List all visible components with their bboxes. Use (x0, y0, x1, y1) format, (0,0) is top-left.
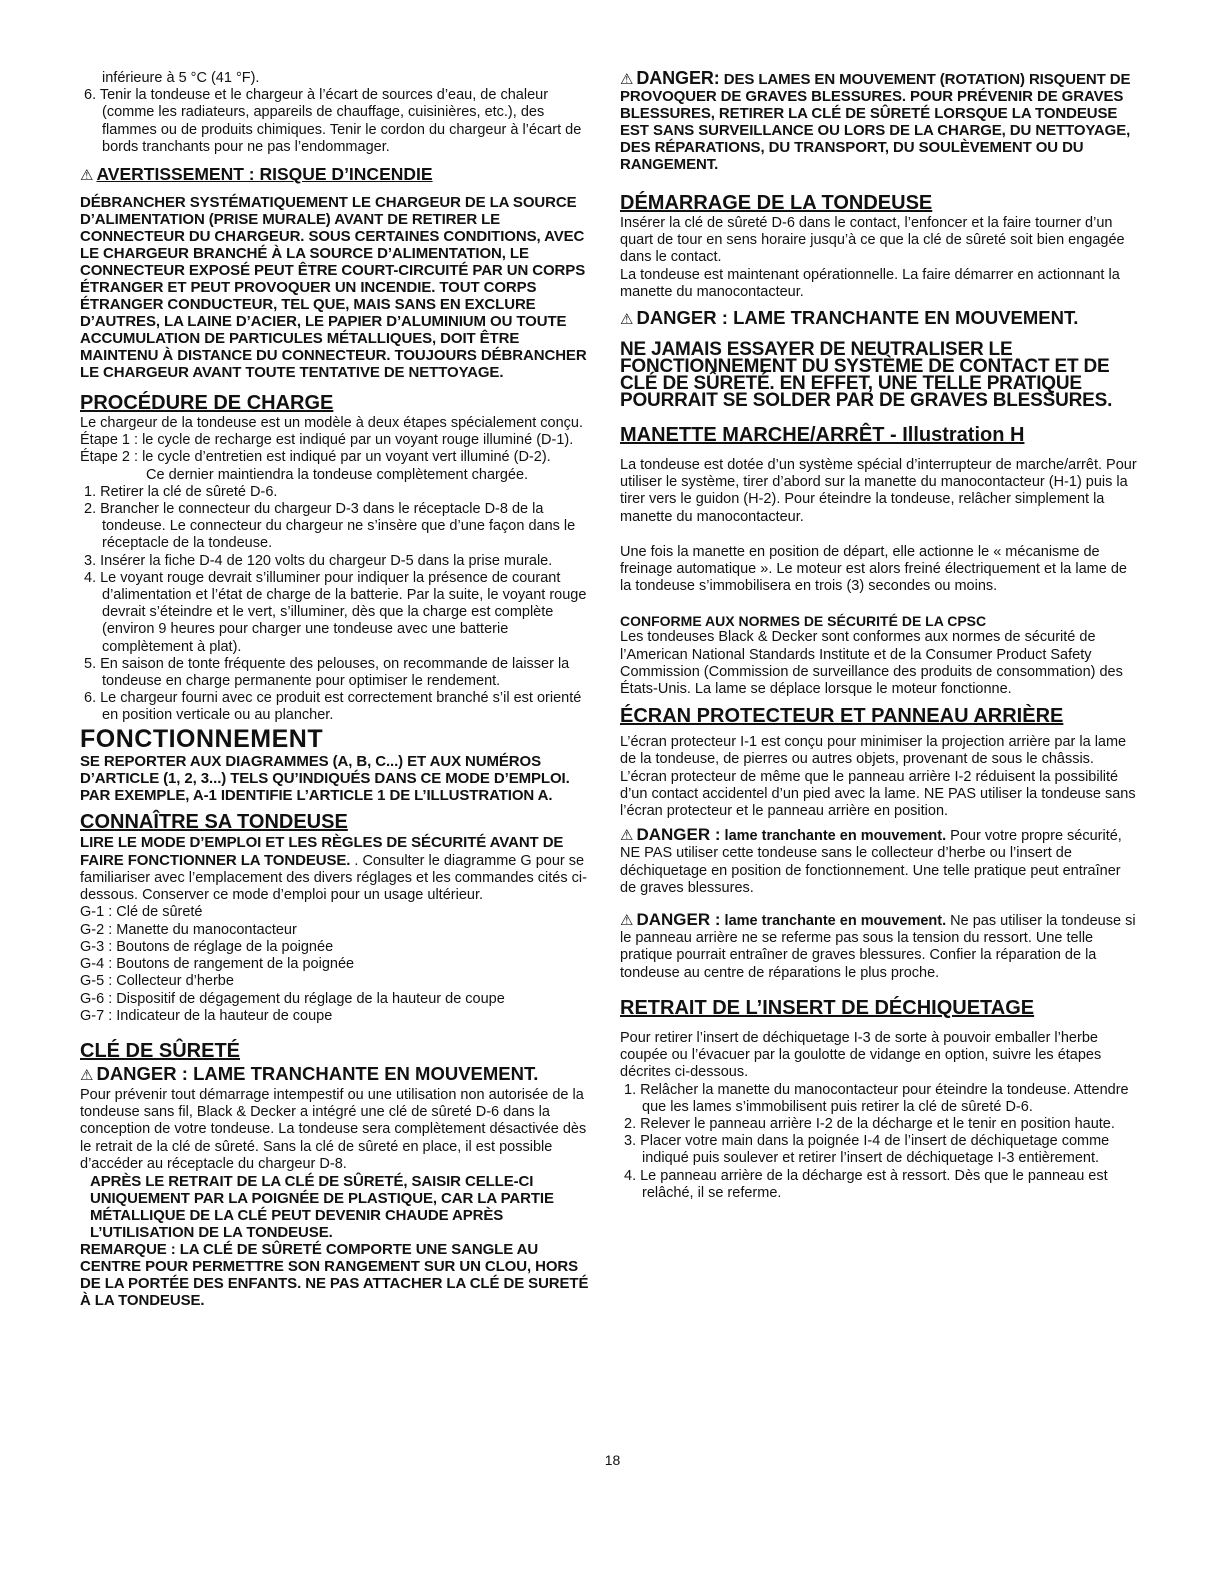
section-title-charge: PROCÉDURE DE CHARGE (80, 392, 334, 415)
fire-warning-title: ⚠ AVERTISSEMENT : RISQUE D’INCENDIE (80, 162, 600, 188)
list-item: 6. Tenir la tondeuse et le chargeur à l’écart de sources d’eau, de chaleur (comme les radiateurs, appareils de chauffage, cuisinières, etc.), des flammes ou de produits chimiques. Tenir le cordon du chargeur à l’écart de bords tranchants pour ne pas l’endommager. (84, 87, 582, 155)
page-number: 18 (604, 1452, 621, 1468)
left-column (80, 70, 600, 1309)
fonctionnement-text: SE REPORTER AUX DIAGRAMMES (A, B, C...) ET AUX NUMÉROS D’ARTICLE (1, 2, 3...) TELS QU’INDIQUÉS DANS CE MODE D’EMPLOI. PAR EXEMPLE, A-1 IDENTIFIE L’ARTICLE 1 DE L’ILLUSTRATION A. (80, 752, 570, 804)
list-item: G-1 : Clé de sûreté (80, 904, 203, 921)
cpsc-title: CONFORME AUX NORMES DE SÉCURITÉ DE LA CPSC (620, 613, 987, 630)
step-2: Étape 2 : le cycle d’entretien est indiqué par un voyant vert illuminé (D-2). (80, 449, 551, 466)
warning-triangle-icon: ⚠ (620, 912, 634, 930)
list-item: G-3 : Boutons de réglage de la poignée (80, 938, 334, 955)
paragraph: Les tondeuses Black & Decker sont conformes aux normes de sécurité de l’American National Standards Institute et de la Consumer Product Safety Commission (Commission de surveillance des produits de consommation) des États-Unis. La lame se déplace lorsque le moteur fonctionne. (620, 629, 1123, 698)
section-title-manette: MANETTE MARCHE/ARRÊT - Illustration H (620, 424, 1025, 447)
warning-triangle-icon: ⚠ (620, 311, 634, 329)
list-item: 5. En saison de tonte fréquente des pelouses, on recommande de laisser la tondeuse en charge permanente pour optimiser le rendement. (84, 655, 570, 690)
right-column (620, 70, 1140, 1202)
connaitre-paragraph: LIRE LE MODE D’EMPLOI ET LES RÈGLES DE SÉCURITÉ AVANT DE FAIRE FONCTIONNER LA TONDEUSE. . Consulter le diagramme G pour se familiariser avec l’emplacement des divers réglages et les commandes cités ci-dessous. Conserver ce mode d’emploi pour un usage ultérieur. (80, 833, 587, 904)
danger-box: ⚠ DANGER: DES LAMES EN MOUVEMENT (ROTATION) RISQUENT DE PROVOQUER DE GRAVES BLESSURES. POUR PRÉVENIR DE GRAVES BLESSURES, RETIRER LA CLÉ DE SÛRETÉ LORSQUE LA TONDEUSE EST SANS SURVEILLANCE OU LORS DE LA CHARGE, DU NETTOYAGE, DES RÉPARATIONS, DU TRANSPORT, DU SOULÈVEMENT OU DU RANGEMENT. (620, 68, 1131, 173)
danger-heading: ⚠ DANGER : LAME TRANCHANTE EN MOUVEMENT. (80, 1063, 600, 1087)
list-item: 1. Retirer la clé de sûreté D-6. (84, 483, 278, 500)
warning-triangle-icon: ⚠ (80, 1066, 94, 1084)
section-title-fonctionnement: FONCTIONNEMENT (80, 724, 324, 753)
warning-triangle-icon: ⚠ (620, 827, 634, 845)
list-item: G-4 : Boutons de rangement de la poignée (80, 956, 355, 973)
list-item: G-5 : Collecteur d’herbe (80, 973, 234, 990)
paragraph: Le chargeur de la tondeuse est un modèle à deux étapes spécialement conçu. (80, 415, 584, 432)
list-item: 3. Placer votre main dans la poignée I-4 de l’insert de déchiquetage comme indiqué puis soulever et retirer l’insert de déchiquetage I-3 entièrement. (624, 1133, 1110, 1167)
fire-warning-text: DÉBRANCHER SYSTÉMATIQUEMENT LE CHARGEUR DE LA SOURCE D’ALIMENTATION (PRISE MURALE) AVANT DE RETIRER LE CONNECTEUR DU CHARGEUR. SOUS CERTAINES CONDITIONS, AVEC LE CHARGEUR BRANCHÉ À LA SOURCE D’ALIMENTATION, LE CONNECTEUR EXPOSÉ PEUT ÊTRE COURT-CIRCUITÉ PAR UN CORPS ÉTRANGER ET PEUT PROVOQUER UN INCENDIE. TOUT CORPS ÉTRANGER CONDUCTEUR, TEL QUE, MAIS SANS EN EXCLURE D’AUTRES, LA LAINE D’ACIER, LE PAPIER D’ALUMINIUM OU TOUTE ACCUMULATION DE PARTICULES MÉTALLIQUES, DOIT ÊTRE MAINTENU À DISTANCE DU CONNECTEUR. TOUJOURS DÉBRANCHER LE CHARGEUR AVANT TOUTE TENTATIVE DE NETTOYAGE. (80, 194, 587, 382)
list-item: 3. Insérer la fiche D-4 de 120 volts du chargeur D-5 dans la prise murale. (84, 552, 553, 569)
list-item: 2. Brancher le connecteur du chargeur D-3 dans le réceptacle D-8 de la tondeuse. Le connecteur du chargeur ne s’insère que d’une façon dans le réceptacle de la tondeuse. (84, 501, 576, 552)
section-title-cle: CLÉ DE SÛRETÉ (80, 1039, 241, 1062)
list-item: 4. Le panneau arrière de la décharge est à ressort. Dès que le panneau est relâché, il se referme. (624, 1167, 1108, 1201)
paragraph: Pour prévenir tout démarrage intempestif ou une utilisation non autorisée de la tondeuse sans fil, Black & Decker a intégré une clé de sûreté D-6 dans la conception de votre tondeuse. La tondeuse sera complètement désactivée dès le retrait de la clé de sûreté. Sans la clé de sûreté en place, il est possible d’accéder au réceptacle du chargeur D-8. (80, 1086, 587, 1172)
section-title-ecran: ÉCRAN PROTECTEUR ET PANNEAU ARRIÈRE (620, 705, 1064, 728)
paragraph: Insérer la clé de sûreté D-6 dans le contact, l’enfoncer et la faire tourner d’un quart de tour en sens horaire jusqu’à ce que la clé de sûreté soit bien engagée dans le contact. (620, 215, 1125, 266)
warning-triangle-icon: ⚠ (80, 167, 94, 185)
cle-remark: REMARQUE : LA CLÉ DE SÛRETÉ COMPORTE UNE SANGLE AU CENTRE POUR PERMETTRE SON RANGEMENT SUR UN CLOU, HORS DE LA PORTÉE DES ENFANTS. NE PAS ATTACHER LA CLÉ DE SURETÉ À LA TONDEUSE. (80, 1240, 589, 1309)
paragraph: inférieure à 5 °C (41 °F). (102, 70, 260, 86)
list-item: 1. Relâcher la manette du manocontacteur pour éteindre la tondeuse. Attendre que les lames s’immobilisent puis retirer la clé de sûreté D-6. (624, 1081, 1129, 1115)
paragraph: La tondeuse est maintenant opérationnelle. La faire démarrer en actionnant la manette du manocontacteur. (620, 266, 1120, 300)
paragraph: L’écran protecteur I-1 est conçu pour minimiser la projection arrière par la lame de la tondeuse, de pierres ou autres objets, provenant de sous le châssis. L’écran protecteur de même que le panneau arrière I-2 réduisent la possibilité d’un contact accidentel d’un pied avec la lame. NE PAS utiliser la tondeuse sans l’écran protecteur et le panneau arrière en position. (620, 734, 1136, 820)
section-title-retrait: RETRAIT DE L’INSERT DE DÉCHIQUETAGE (620, 996, 1035, 1019)
list-item: 6. Le chargeur fourni avec ce produit est correctement branché s’il est orienté en position verticale ou au plancher. (84, 690, 582, 724)
list-item: G-6 : Dispositif de dégagement du réglage de la hauteur de coupe (80, 990, 505, 1007)
paragraph: Pour retirer l’insert de déchiquetage I-3 de sorte à pouvoir emballer l’herbe coupée ou l’évacuer par la goulotte de vidange en option, suivre les étapes décrites ci-dessous. (620, 1029, 1102, 1081)
paragraph: Une fois la manette en position de départ, elle actionne le « mécanisme de freinage automatique ». Le moteur est alors freiné électriquement et la lame de la tondeuse s’immobilisera en trois (3) secondes ou moins. (620, 543, 1127, 595)
step-1: Étape 1 : le cycle de recharge est indiqué par un voyant rouge illuminé (D-1). (80, 432, 574, 449)
section-title-demarrage: DÉMARRAGE DE LA TONDEUSE (620, 192, 933, 214)
danger-big-text: NE JAMAIS ESSAYER DE NEUTRALISER LE FONCTIONNEMENT DU SYSTÈME DE CONTACT ET DE CLÉ DE SÛRETÉ. EN EFFET, UNE TELLE PRATIQUE POURRAIT SE SOLDER PAR DE GRAVES BLESSURES. (620, 339, 1113, 412)
list-item: 4. Le voyant rouge devrait s’illuminer pour indiquer la présence de courant d’alimentation et l’état de charge de la batterie. Par la suite, le voyant rouge devrait s’éteindre et le vert, s’illuminer, dès que la charge est complète (environ 9 heures pour charger une tondeuse avec une batterie complètement à plat). (84, 569, 587, 655)
danger-paragraph: ⚠ DANGER : lame tranchante en mouvement. Pour votre propre sécurité, NE PAS utiliser cette tondeuse sans le collecteur d’herbe ou l’insert de déchiquetage en position de fonctionnement. Une telle pratique peut entraîner de graves blessures. (620, 825, 1122, 896)
paragraph: La tondeuse est dotée d’un système spécial d’interrupteur de marche/arrêt. Pour utiliser le système, tirer d’abord sur la manette du manocontacteur (H-1) puis la tirer vers le guidon (H-2). Pour éteindre la tondeuse, relâcher simplement la manette du manocontacteur. (620, 457, 1137, 525)
step-2-note: Ce dernier maintiendra la tondeuse complètement chargée. (146, 466, 529, 483)
list-item: G-2 : Manette du manocontacteur (80, 921, 297, 938)
list-item: G-7 : Indicateur de la hauteur de coupe (80, 1007, 333, 1024)
section-title-connaitre: CONNAÎTRE SA TONDEUSE (80, 810, 348, 833)
cle-warning: APRÈS LE RETRAIT DE LA CLÉ DE SÛRETÉ, SAISIR CELLE-CI UNIQUEMENT PAR LA POIGNÉE DE PLASTIQUE, CAR LA PARTIE MÉTALLIQUE DE LA CLÉ PEUT DEVENIR CHAUDE APRÈS L’UTILISATION DE LA TONDEUSE. (90, 1172, 554, 1241)
danger-heading: ⚠ DANGER : LAME TRANCHANTE EN MOUVEMENT. (620, 307, 1140, 331)
danger-paragraph: ⚠ DANGER : lame tranchante en mouvement. Ne pas utiliser la tondeuse si le panneau arrière ne se referme pas sous la tension du ressort. Une telle pratique pourrait entraîner de graves blessures. Confier la réparation de la tondeuse au centre de réparations le plus proche. (620, 910, 1136, 981)
list-item: 2. Relever le panneau arrière I-2 de la décharge et le tenir en position haute. (624, 1115, 1115, 1132)
warning-triangle-icon: ⚠ (620, 71, 634, 88)
